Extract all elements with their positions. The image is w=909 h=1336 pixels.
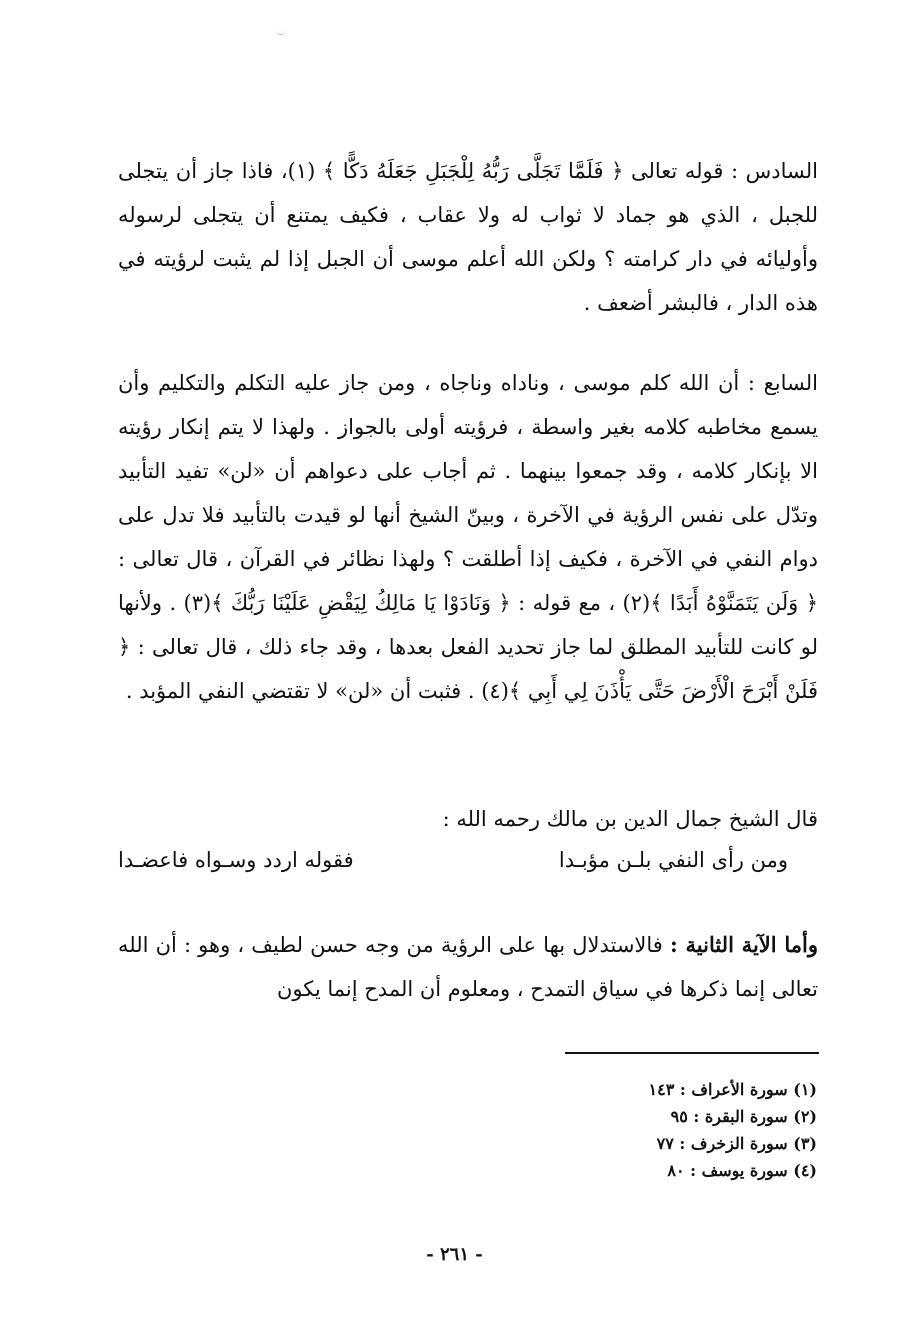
paragraph-seventh: السابع : أن الله كلم موسى ، وناداه وناجاه ، ومن جاز عليه التكلم والتكليم وأن يسمع مخاطبه كلامه بغير واسطة ، فرؤيته أولى بالجواز . ولهذا لا يتم إنكار رؤيته الا بإنكار كلامه ، وقد جمعوا بينهما . ثم أجاب على دعواهم أن «لن» تفيد التأبيد وتدّل على نفس الرؤية في الآخرة ، وبينّ الشيخ أنها لو قيدت بالتأبيد فلا تدل على دوام النفي في الآخرة ، فكيف إذا أطلقت ؟ ولهذا نظائر في القرآن ، قال تعالى : ﴿ وَلَن يَتَمَنَّوْهُ أَبَدًا ﴾(٢) ، مع قوله : ﴿ وَنَادَوْا يَا مَالِكُ لِيَقْضِ عَلَيْنَا رَبُّكَ ﴾(٣) . ولأنها لو كانت للتأبيد المطلق لما جاز تحديد الفعل بعدها ، وقد جاء ذلك ، قال تعالى : ﴿ فَلَنْ أَبْرَحَ الْأَرْضَ حَتَّى يَأْذَنَ لِي أَبِي ﴾(٤) . فثبت أن «لن» لا تقتضي النفي المؤبد . xyxy=(118,371,819,703)
verse-first-hemistich: ومن رأى النفي بلـن مؤبـدا xyxy=(558,848,788,872)
footnote-2: (٢) سورة البقرة : ٩٥ xyxy=(670,1107,817,1126)
footnote-3: (٣) سورة الزخرف : ٧٧ xyxy=(656,1134,817,1153)
poem-verse xyxy=(118,838,818,882)
footnote-separator xyxy=(565,1052,819,1054)
footnote-1: (١) سورة الأعراف : ١٤٣ xyxy=(648,1080,817,1099)
verse-second-hemistich: فقوله اردد وسـواه فاعضـدا xyxy=(118,848,354,872)
scan-mark xyxy=(276,26,286,35)
paragraph-second-verse xyxy=(118,923,818,1011)
paragraph-body: فالاستدلال بها على الرؤية من وجه حسن لطيف ، وهو : أن الله تعالى إنما ذكرها في سياق التمدح ، ومعلوم أن المدح إنما يكون xyxy=(118,933,818,1001)
poem-introduction: قال الشيخ جمال الدين بن مالك رحمه الله : xyxy=(442,807,818,831)
page-number: - ٢٦١ - xyxy=(426,1244,483,1265)
paragraph-sixth: السادس : قوله تعالى ﴿ فَلَمَّا تَجَلَّى رَبُّهُ لِلْجَبَلِ جَعَلَهُ دَكًّا ﴾ (١)، فاذا جاز أن يتجلى للجبل ، الذي هو جماد لا ثواب له ولا عقاب ، فكيف يمتنع أن يتجلى لرسوله وأوليائه في دار كرامته ؟ ولكن الله أعلم موسى أن الجبل إذا لم يثبت لرؤيته في هذه الدار ، فالبشر أضعف . xyxy=(118,159,818,315)
footnotes xyxy=(649,1076,817,1184)
section-heading: وأما الآية الثانية : xyxy=(669,932,818,957)
footnote-4: (٤) سورة يوسف : ٨٠ xyxy=(667,1161,817,1180)
